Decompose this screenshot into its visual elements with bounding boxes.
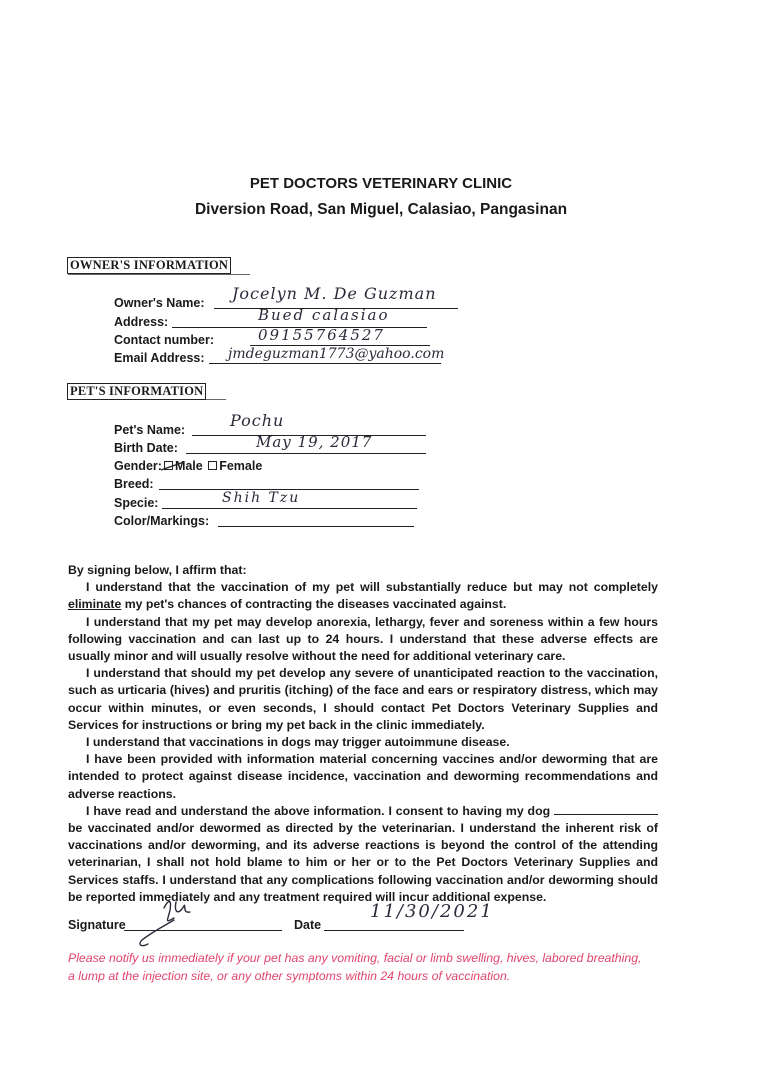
clinic-name: PET DOCTORS VETERINARY CLINIC bbox=[249, 175, 513, 192]
address-value: Bued calasiao bbox=[258, 306, 390, 324]
affirmation-paragraph-4: I understand that vaccinations in dogs may trigger autoimmune disease. bbox=[86, 735, 510, 750]
post-vaccination-notice: Please notify us immediately if your pet has any vomiting, facial or limb swelling, hives, labored breathing, a lump at the injection site, or any other symptoms within 24 hours of vaccination. bbox=[68, 951, 642, 983]
contact-number-value: 09155764527 bbox=[258, 326, 385, 344]
date-line[interactable] bbox=[324, 930, 464, 931]
dog-name-blank[interactable] bbox=[554, 803, 658, 815]
date-value: 11/30/2021 bbox=[370, 901, 494, 922]
male-check-mark bbox=[160, 460, 186, 472]
affirmation-paragraph-3: I understand that should my pet develop any severe of unanticipated reaction to the vaccination, such as urticaria (hives) and pruritis (itching) of the face and ears or respiratory distress, which may occur within minutes, or even seconds, I should contact Pet Doctors Veterinary Supplies and Services for instructions or bring my pet back in the clinic immediately. bbox=[68, 666, 658, 732]
address-label: Address: bbox=[114, 315, 169, 329]
male-option-label: Male bbox=[174, 459, 203, 473]
pets-name-value: Pochu bbox=[230, 411, 285, 430]
color-markings-line[interactable] bbox=[218, 526, 414, 527]
specie-line[interactable] bbox=[162, 508, 417, 509]
birth-date-line[interactable] bbox=[186, 453, 426, 454]
p1-text-end: my pet's chances of contracting the diseases vaccinated against. bbox=[121, 597, 507, 612]
email-address-label: Email Address: bbox=[114, 351, 205, 365]
birth-date-value: May 19, 2017 bbox=[256, 433, 373, 451]
date-label: Date bbox=[294, 918, 322, 932]
specie-label: Specie: bbox=[114, 496, 159, 510]
owner-name-value: Jocelyn M. De Guzman bbox=[232, 284, 437, 303]
female-checkbox[interactable] bbox=[208, 461, 217, 470]
contact-number-label: Contact number: bbox=[114, 333, 214, 347]
gender-label: Gender: bbox=[114, 459, 162, 473]
signature-drawing bbox=[134, 894, 204, 950]
gender-field bbox=[114, 459, 262, 473]
affirmation-paragraph-5: I have been provided with information material concerning vaccines and/or deworming that are intended to protect against disease incidence, vaccination and deworming recommendations and adverse reactions. bbox=[68, 752, 658, 801]
email-address-value: jmdeguzman1773@yahoo.com bbox=[228, 346, 445, 362]
affirmation-paragraph-2: I understand that my pet may develop anorexia, lethargy, fever and soreness within a few hours following vaccination and can last up to 24 hours. I understand that these adverse effects are usually minor and will usually resolve without the need for additional veterinary care. bbox=[68, 614, 658, 664]
female-option-label: Female bbox=[219, 459, 263, 473]
clinic-address: Diversion Road, San Miguel, Calasiao, Pangasinan bbox=[194, 201, 568, 218]
pet-section-title: PET'S INFORMATION bbox=[67, 383, 206, 400]
affirmation-intro: By signing below, I affirm that: bbox=[68, 563, 247, 577]
owner-section-rule bbox=[68, 274, 250, 275]
p1-text: I understand that the vaccination of my pet will substantially reduce but may not completely bbox=[86, 580, 658, 595]
p1-underlined-word: eliminate bbox=[68, 597, 122, 612]
owner-name-label: Owner's Name: bbox=[114, 296, 205, 310]
signature-label: Signature bbox=[68, 918, 126, 932]
color-markings-label: Color/Markings: bbox=[114, 514, 210, 528]
email-address-line[interactable] bbox=[209, 363, 441, 364]
affirmation-paragraph-1 bbox=[68, 579, 658, 613]
affirmation-paragraph-6 bbox=[68, 803, 658, 906]
owner-section-title: OWNER'S INFORMATION bbox=[67, 257, 231, 274]
affirmation-body bbox=[68, 562, 658, 906]
specie-value: Shih Tzu bbox=[222, 490, 301, 506]
p6-text: I have read and understand the above information. I consent to having my dog bbox=[86, 803, 554, 818]
pets-name-label: Pet's Name: bbox=[114, 423, 186, 437]
breed-label: Breed: bbox=[114, 477, 154, 491]
birth-date-label: Birth Date: bbox=[114, 441, 178, 455]
p6-text-end: be vaccinated and/or dewormed as directed by the veterinarian. I understand the inherent risk of vaccinations and/or deworming, and its adverse reactions is beyond the control of the attending veterinarian, I shall not hold blame to him or her or to the Pet Doctors Veterinary Supplies and Services staffs. I understand that any complications following vaccination and/or deworming should be reported immediately and any treatment required will incur additional expense. bbox=[68, 821, 658, 904]
